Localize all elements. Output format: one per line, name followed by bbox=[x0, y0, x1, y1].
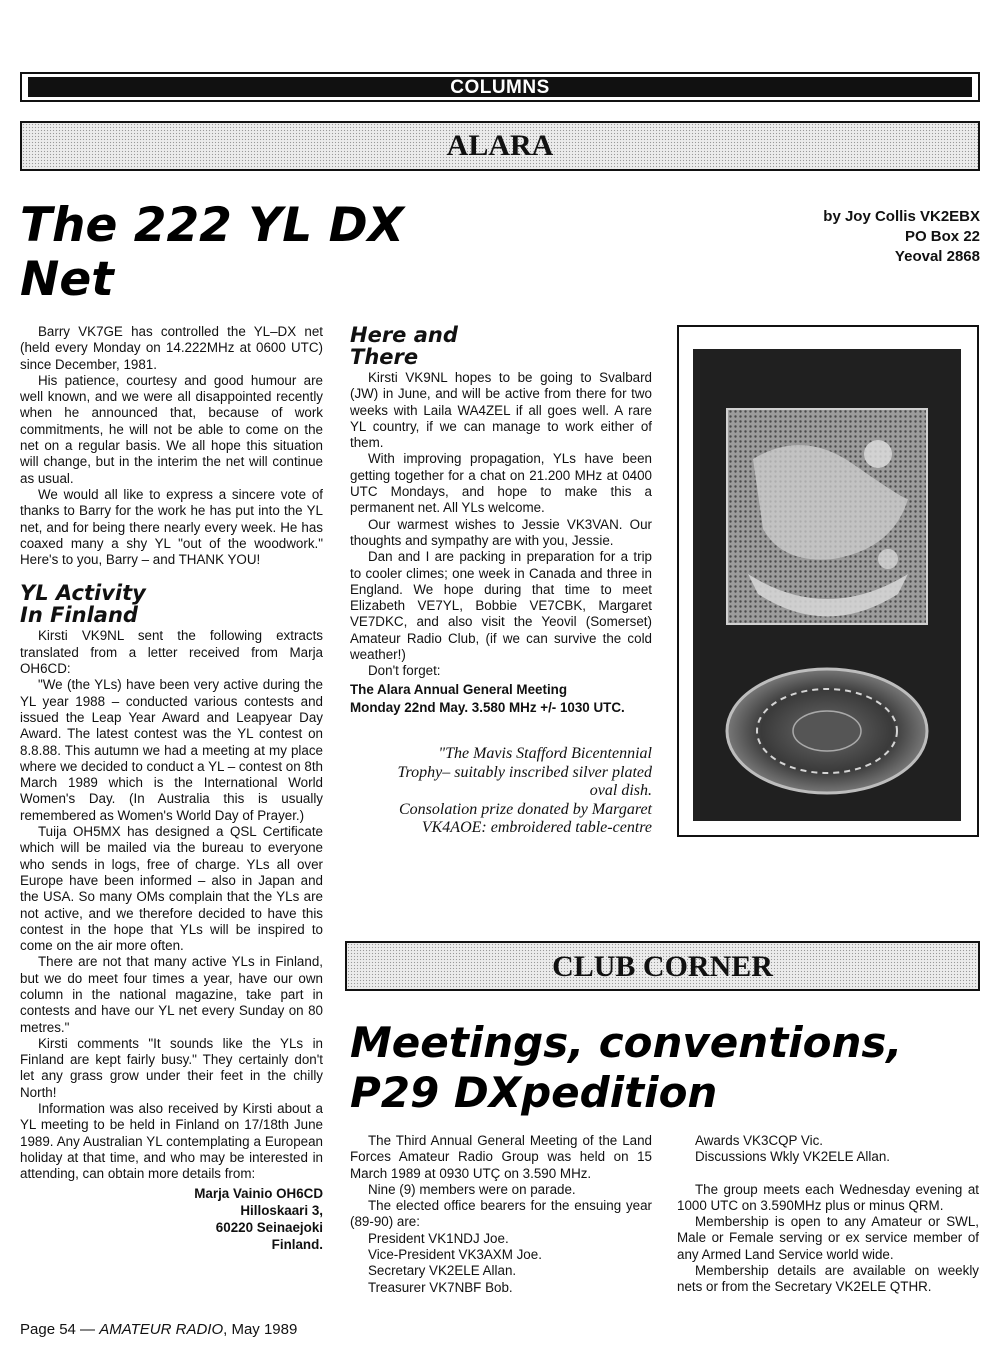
author-po-box: PO Box 22 bbox=[904, 228, 980, 245]
magazine-name: AMATEUR RADIO bbox=[99, 1321, 224, 1338]
alara-banner bbox=[20, 121, 980, 171]
paragraph: Membership details are available on weekly nets or from the Secretary VK2ELE QTHR. bbox=[677, 1263, 979, 1295]
paragraph: The elected office bearers for the ensuing year (89-90) are: bbox=[350, 1198, 652, 1230]
office-bearer: Secretary VK2ELE Allan. bbox=[368, 1263, 517, 1279]
trophy-photo bbox=[693, 349, 961, 821]
paragraph: Information was also received by Kirsti about a YL meeting to be held in Finland on 17/18th June 1989. Any Australian YL contemplating a European holiday at that time, and who may be interested in attending, can obtain more details from: bbox=[20, 1101, 323, 1182]
paragraph: There are not that many active YLs in Finland, but we do meet four times a year, have our own column in the national magazine, take part in contests and have our YL net every Sunday on 80 metres." bbox=[20, 954, 323, 1035]
paragraph: Membership is open to any Amateur or SWL, Male or Female serving or ex service member of any Armed Land Service world wide. bbox=[677, 1214, 979, 1262]
section-label: COLUMNS bbox=[28, 77, 972, 97]
subheading-here-and-there: Here and There bbox=[350, 323, 458, 369]
paragraph: Dan and I are packing in preparation for a trip to cooler climes; one week in Canada and three in England. We hope during that time to meet Elizabeth VE7YL, Bobbie VE7CBK, Margaret VE7DKC, and also visit the Yeovil (Somerset) Amateur Radio Club, (if we can survive the cold weather!) bbox=[350, 549, 652, 663]
column-2 bbox=[350, 324, 652, 716]
column-title: ALARA bbox=[446, 129, 554, 162]
office-bearer: Vice-President VK3AXM Joe. bbox=[368, 1247, 542, 1263]
club-column-1 bbox=[350, 1133, 652, 1296]
page-footer bbox=[20, 1321, 297, 1338]
paragraph: His patience, courtesy and good humour are well known, and we were all disappointed recently when he announced that, because of work commitments, he will not be able to come on the net on a regular basis. We all hope this situation will change, but in the interim the net will continue as usual. bbox=[20, 372, 323, 486]
paragraph: Nine (9) members were on parade. bbox=[368, 1181, 576, 1197]
byline bbox=[823, 207, 980, 267]
page-number: Page 54 — bbox=[20, 1321, 100, 1338]
paragraph: Barry VK7GE has controlled the YL–DX net (held every Monday on 14.222MHz at 0600 UTC) since December, 1981. bbox=[20, 324, 323, 372]
club-headline: Meetings, conventions, P29 DXpedition bbox=[350, 1018, 903, 1117]
article-headline: The 222 YL DX Net bbox=[20, 198, 404, 307]
club-corner-title: CLUB CORNER bbox=[552, 950, 773, 983]
paragraph: "We (the YLs) have been very active during the YL year 1988 – conducted various contests and issued the Leap Year Award and Leapyear Day Award. The latest contest was the YL contest on 8.8.88. This autumn we had a meeting at my place where we decided to conduct a YL – contest on 8th March 1989 which is the International World Women's Day. (In Australia this is usually remembered as Women's World Day of Prayer.) bbox=[20, 677, 323, 823]
paragraph: Kirsti VK9NL hopes to be going to Svalbard (JW) in June, and will be active from there for two weeks with Laila WA4ZEL if all goes well. A rare YL country, if we can manage to work either of them. bbox=[350, 370, 652, 451]
paragraph: Kirsti VK9NL sent the following extracts translated from a letter received from Marja OH6CD: bbox=[20, 628, 323, 677]
paragraph: The group meets each Wednesday evening at 1000 UTC on 3.590MHz plus or minus QRM. bbox=[677, 1181, 979, 1213]
office-bearer: Awards VK3CQP Vic. bbox=[695, 1133, 824, 1148]
subheading-yl-activity: YL Activity In Finland bbox=[20, 581, 146, 628]
author: by Joy Collis VK2EBX bbox=[823, 208, 980, 225]
paragraph: Our warmest wishes to Jessie VK3VAN. Our thoughts and sympathy are with you, Jessie. bbox=[350, 516, 652, 548]
columns-banner bbox=[20, 72, 980, 102]
paragraph: We would all like to express a sincere vote of thanks to Barry for the work he has put into the YL net, and for being there nearly every week. He has coaxed many a shy YL "out of the woodwork." Here's to you, Barry – and THANK YOU! bbox=[20, 486, 323, 568]
address-block: Marja Vainio OH6CD Hilloskaari 3, 60220 Seinaejoki Finland. bbox=[194, 1185, 323, 1252]
paragraph: Kirsti comments "It sounds like the YLs in Finland are kept fairly busy." They certainly don't let any grass grow under their feet in the chilly North! bbox=[20, 1035, 323, 1100]
office-bearer: Treasurer VK7NBF Bob. bbox=[368, 1279, 513, 1295]
photo-caption: "The Mavis Stafford Bicentennial Trophy– suitably inscribed silver plated oval dish. Consolation prize donated by Margaret VK4AOE: embroidered table-centre bbox=[397, 745, 652, 836]
agm-date: Monday 22nd May. 3.580 MHz +/- 1030 UTC. bbox=[350, 699, 625, 715]
office-bearer: Discussions Wkly VK2ELE Allan. bbox=[695, 1149, 890, 1165]
photo-frame bbox=[677, 325, 979, 837]
issue-date: , May 1989 bbox=[223, 1321, 298, 1338]
paragraph: Don't forget: bbox=[368, 663, 441, 679]
agm-notice: The Alara Annual General Meeting bbox=[350, 681, 568, 697]
office-bearer: President VK1NDJ Joe. bbox=[368, 1230, 509, 1246]
photo-image bbox=[693, 349, 961, 821]
column-1 bbox=[20, 324, 323, 1253]
paragraph: With improving propagation, YLs have been getting together for a chat on 21.200 MHz at 0400 UTC Mondays, and hope to make this a permanent net. All YLs welcome. bbox=[350, 451, 652, 516]
club-corner-banner bbox=[345, 941, 980, 991]
club-column-2 bbox=[677, 1133, 979, 1296]
paragraph: The Third Annual General Meeting of the Land Forces Amateur Radio Group was held on 15 March 1989 at 0930 UTÇ on 3.590 MHz. bbox=[350, 1133, 652, 1181]
author-town: Yeoval 2868 bbox=[894, 248, 980, 265]
paragraph: Tuija OH5MX has designed a QSL Certificate which will be mailed via the bureau to everyone who sends in logs, free of charge. YLs all over Europe have been informed – also in Japan and the USA. So many OMs complain that the YLs are not active, and we therefore decided to have this contest in the hope that YLs will be inspired to come on the air more often. bbox=[20, 824, 323, 954]
